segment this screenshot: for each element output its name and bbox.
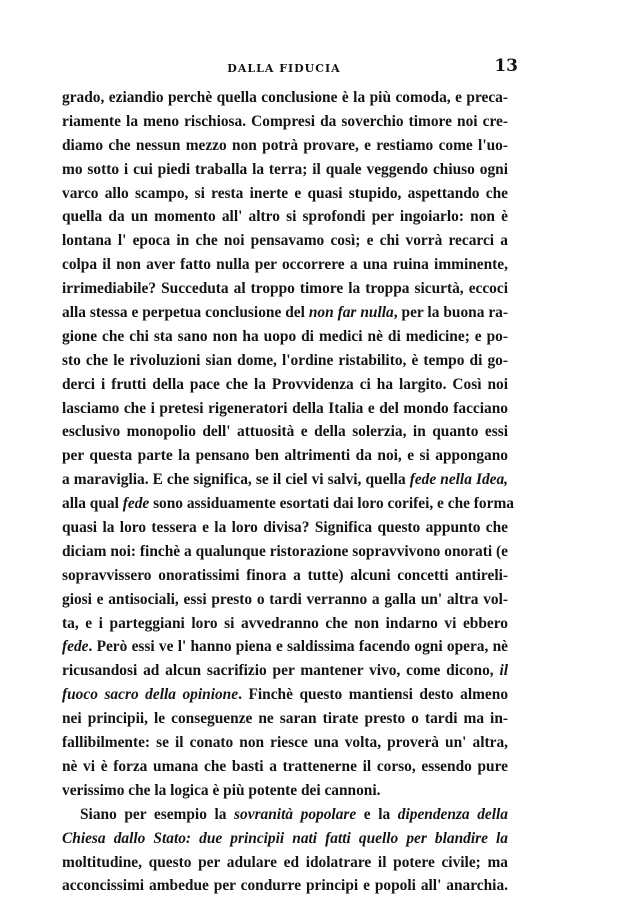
italic-run: il <box>499 662 508 680</box>
text-run: ricusandosi ad alcun sacrifizio per mantener vivo, come dicono, <box>62 662 500 680</box>
text-line <box>62 803 508 827</box>
text-line <box>62 635 508 659</box>
text-run: . Però essi ve l' hanno piena e saldissima facendo ogni opera, nè <box>88 638 508 656</box>
text-line: gione che chi sta sano non ha uopo di medici nè di medicine; e po- <box>62 327 508 345</box>
text-line: riamente la meno rischiosa. Compresi da soverchio timore noi cre- <box>62 112 508 130</box>
text-line: giosi e antisociali, essi presto o tardi verranno a galla un' altra vol- <box>62 590 508 608</box>
text-line <box>62 683 508 707</box>
text-line <box>62 492 514 516</box>
text-line: esclusivo monopolio dell' attuosità e della solerzia, in quanto essi <box>62 423 508 441</box>
page-number: 13 <box>494 56 518 76</box>
text-line <box>62 827 508 851</box>
text-line: nei principii, le conseguenze ne saran tirate presto o tardi ma in- <box>62 710 508 728</box>
text-line: diamo che nessun mezzo non potrà provare, e restiamo come l'uo- <box>62 136 508 154</box>
italic-run: fede nella Idea, <box>409 471 509 489</box>
text-line <box>62 301 508 325</box>
text-line: quella da un momento all' altro si sprofondi per ingoiarlo: non è <box>62 208 508 226</box>
text-line: colpa il non aver fatto nulla per occorrere a una ruina imminente, <box>62 256 508 274</box>
italic-run: dipendenza della <box>397 805 508 823</box>
text-run: , per la buona ra- <box>393 304 509 322</box>
text-line: acconcissimi ambedue per condurre principi e popoli all' anarchia. <box>62 877 508 895</box>
text-line: moltitudine, questo per adulare ed idolatrare il potere civile; ma <box>62 853 508 871</box>
italic-run: Chiesa dallo Stato: due principii nati fatti quello per blandire la <box>62 829 508 847</box>
body-text <box>62 86 514 898</box>
italic-run: fuoco sacro della opinione <box>62 686 239 704</box>
page-header <box>56 54 518 80</box>
text-line: lasciamo che i pretesi rigeneratori della Italia e del mondo facciano <box>62 399 508 417</box>
text-line: derci i frutti della pace che la Provvidenza ci ha largito. Così noi <box>62 375 508 393</box>
italic-run: fede <box>62 638 89 656</box>
running-title: DALLA FIDUCIA <box>227 62 341 75</box>
text-run: alla stessa e perpetua conclusione del <box>62 304 309 322</box>
text-run: a maraviglia. E che significa, se il ciel vi salvi, quella <box>62 471 410 489</box>
text-run: Siano per esempio la <box>80 805 235 823</box>
text-line: per questa parte la pensano ben altrimenti da noi, e si appongano <box>62 447 508 465</box>
text-line: nè vi è forza umana che basti a trattenerne il corso, essendo pure <box>62 757 508 775</box>
text-line: sopravvissero onoratissimi finora a tutte) alcuni concetti antireli- <box>62 566 508 584</box>
text-line: quasi la loro tessera e la loro divisa? Significa questo appunto che <box>62 519 508 537</box>
text-run: . Finchè questo mantiensi desto almeno <box>238 686 509 704</box>
text-run: alla qual <box>62 495 123 513</box>
text-line: verissimo che la logica è più potente dei cannoni. <box>62 781 381 799</box>
text-line: diciam noi: finchè a qualunque ristorazione sopravvivono onorati (e <box>62 542 508 560</box>
text-run: sono assiduamente esortati dai loro corifei, e che forma <box>149 495 514 513</box>
text-line <box>62 468 508 492</box>
text-line: grado, eziandio perchè quella conclusione è la più comoda, e preca- <box>62 89 508 106</box>
text-line: sto che le rivoluzioni sian dome, l'ordine ristabilito, è tempo di go- <box>62 351 508 369</box>
text-line: lontana l' epoca in che noi pensavamo così; e chi vorrà recarci a <box>62 232 508 250</box>
text-line: fallibilmente: se il conato non riesce una volta, proverà un' altra, <box>62 734 508 752</box>
text-line: ta, e i parteggiani loro si avvedranno che non indarno vi ebbero <box>62 614 508 632</box>
italic-run: non far nulla <box>308 304 394 322</box>
text-line: varco allo scampo, si resta inerte e quasi stupido, aspettando che <box>62 184 508 202</box>
italic-run: sovranità popolare <box>234 805 357 823</box>
text-line <box>62 659 508 683</box>
italic-run: fede <box>122 495 150 513</box>
text-line: irrimediabile? Succeduta al troppo timore la troppa sicurtà, eccoci <box>62 280 508 298</box>
text-line: mo sotto i cui piedi traballa la terra; il quale veggendo chiuso ogni <box>62 160 508 178</box>
text-run: e la <box>356 805 398 823</box>
